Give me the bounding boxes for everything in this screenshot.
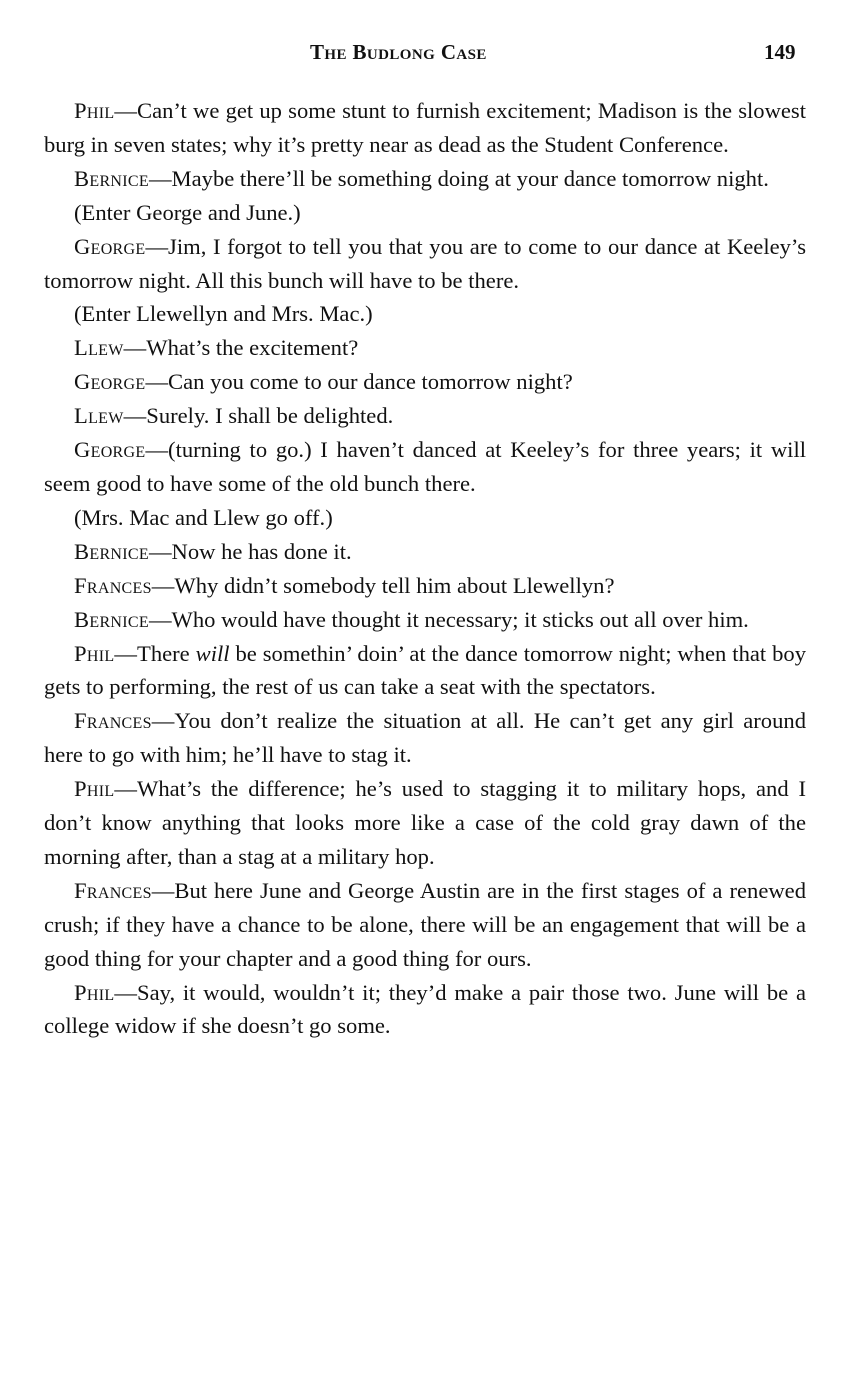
speaker-name: Phil xyxy=(74,640,115,666)
speaker-name: Llew xyxy=(74,403,124,429)
dialogue-text: —Who would have thought it necessary; it sticks out all over him. xyxy=(148,606,749,632)
paragraph xyxy=(44,637,806,705)
page-header xyxy=(0,40,857,70)
stage-direction xyxy=(44,297,806,331)
dialogue-text: —Why didn’t somebody tell him about Llewellyn? xyxy=(151,572,615,598)
dialogue-text: be somethin’ doin’ at the dance tomorrow night; when that boy gets to performing, the rest of us can take a seat with the spectators. xyxy=(44,640,806,700)
speaker-name: George xyxy=(74,437,146,463)
paragraph xyxy=(44,331,806,365)
paragraph xyxy=(44,162,806,196)
dialogue-text: —Can’t we get up some stunt to furnish excitement; Madison is the slowest burg in seven states; why it’s pretty near as dead as the Student Conference. xyxy=(44,98,806,157)
dialogue-text: —What’s the difference; he’s used to stagging it to military hops, and I don’t know anything that looks more like a case of the cold gray dawn of the morning after, than a stag at a military hop. xyxy=(44,776,806,869)
running-title: The Budlong Case xyxy=(310,40,487,64)
stage-direction-text: (Mrs. Mac and Llew go off.) xyxy=(74,504,333,530)
speaker-name: Phil xyxy=(74,979,115,1005)
speaker-name: Bernice xyxy=(74,606,149,632)
paragraph xyxy=(44,569,806,603)
speaker-name: George xyxy=(74,369,146,395)
dialogue-text: —What’s the excitement? xyxy=(123,335,359,361)
dialogue-text: —Can you come to our dance tomorrow night? xyxy=(145,369,573,395)
emphasized-word: will xyxy=(195,640,230,666)
stage-direction-text: (Enter Llewellyn and Mrs. Mac.) xyxy=(74,301,373,327)
paragraph xyxy=(44,704,806,772)
paragraph xyxy=(44,535,806,569)
dialogue-text: —You don’t realize the situation at all. He can’t get any girl around here to go with him; he’ll have to stag it. xyxy=(44,708,806,768)
speaker-name: Frances xyxy=(74,877,152,903)
paragraph xyxy=(44,230,806,298)
speaker-name: Bernice xyxy=(74,538,149,564)
paragraph xyxy=(44,772,806,874)
dialogue-text: —Maybe there’ll be something doing at your dance tomorrow night. xyxy=(148,165,769,191)
paragraph xyxy=(44,874,806,976)
speaker-name: George xyxy=(74,233,146,259)
paragraph xyxy=(44,94,806,162)
speaker-name: Llew xyxy=(74,335,124,361)
speaker-name: Bernice xyxy=(74,165,149,191)
speaker-name: Phil xyxy=(74,98,115,123)
paragraph xyxy=(44,433,806,501)
page-number: 149 xyxy=(764,40,796,64)
paragraph xyxy=(44,976,806,1044)
paragraph xyxy=(44,603,806,637)
dialogue-text: —Surely. I shall be delighted. xyxy=(123,403,394,429)
page-body xyxy=(44,94,806,1043)
dialogue-text: —But here June and George Austin are in the first stages of a renewed crush; if they have a chance to be alone, there will be an engagement that will be a good thing for your chapter and a good thing for ours. xyxy=(44,877,806,971)
dialogue-text: —(turning to go.) I haven’t danced at Keeley’s for three years; it will seem good to have some of the old bunch there. xyxy=(44,437,806,496)
stage-direction-text: (Enter George and June.) xyxy=(74,199,301,225)
dialogue-text: —Jim, I forgot to tell you that you are to come to our dance at Keeley’s tomorrow night. All this bunch will have to be there. xyxy=(44,233,806,293)
paragraph xyxy=(44,399,806,433)
stage-direction xyxy=(44,501,806,535)
speaker-name: Phil xyxy=(74,776,115,802)
dialogue-text: —Now he has done it. xyxy=(148,538,352,564)
speaker-name: Frances xyxy=(74,572,152,598)
speaker-name: Frances xyxy=(74,708,152,734)
paragraph xyxy=(44,365,806,399)
dialogue-text: —Say, it would, wouldn’t it; they’d make a pair those two. June will be a college widow if she doesn’t go some. xyxy=(44,979,806,1039)
stage-direction xyxy=(44,196,806,230)
dialogue-text: —There xyxy=(114,640,196,666)
